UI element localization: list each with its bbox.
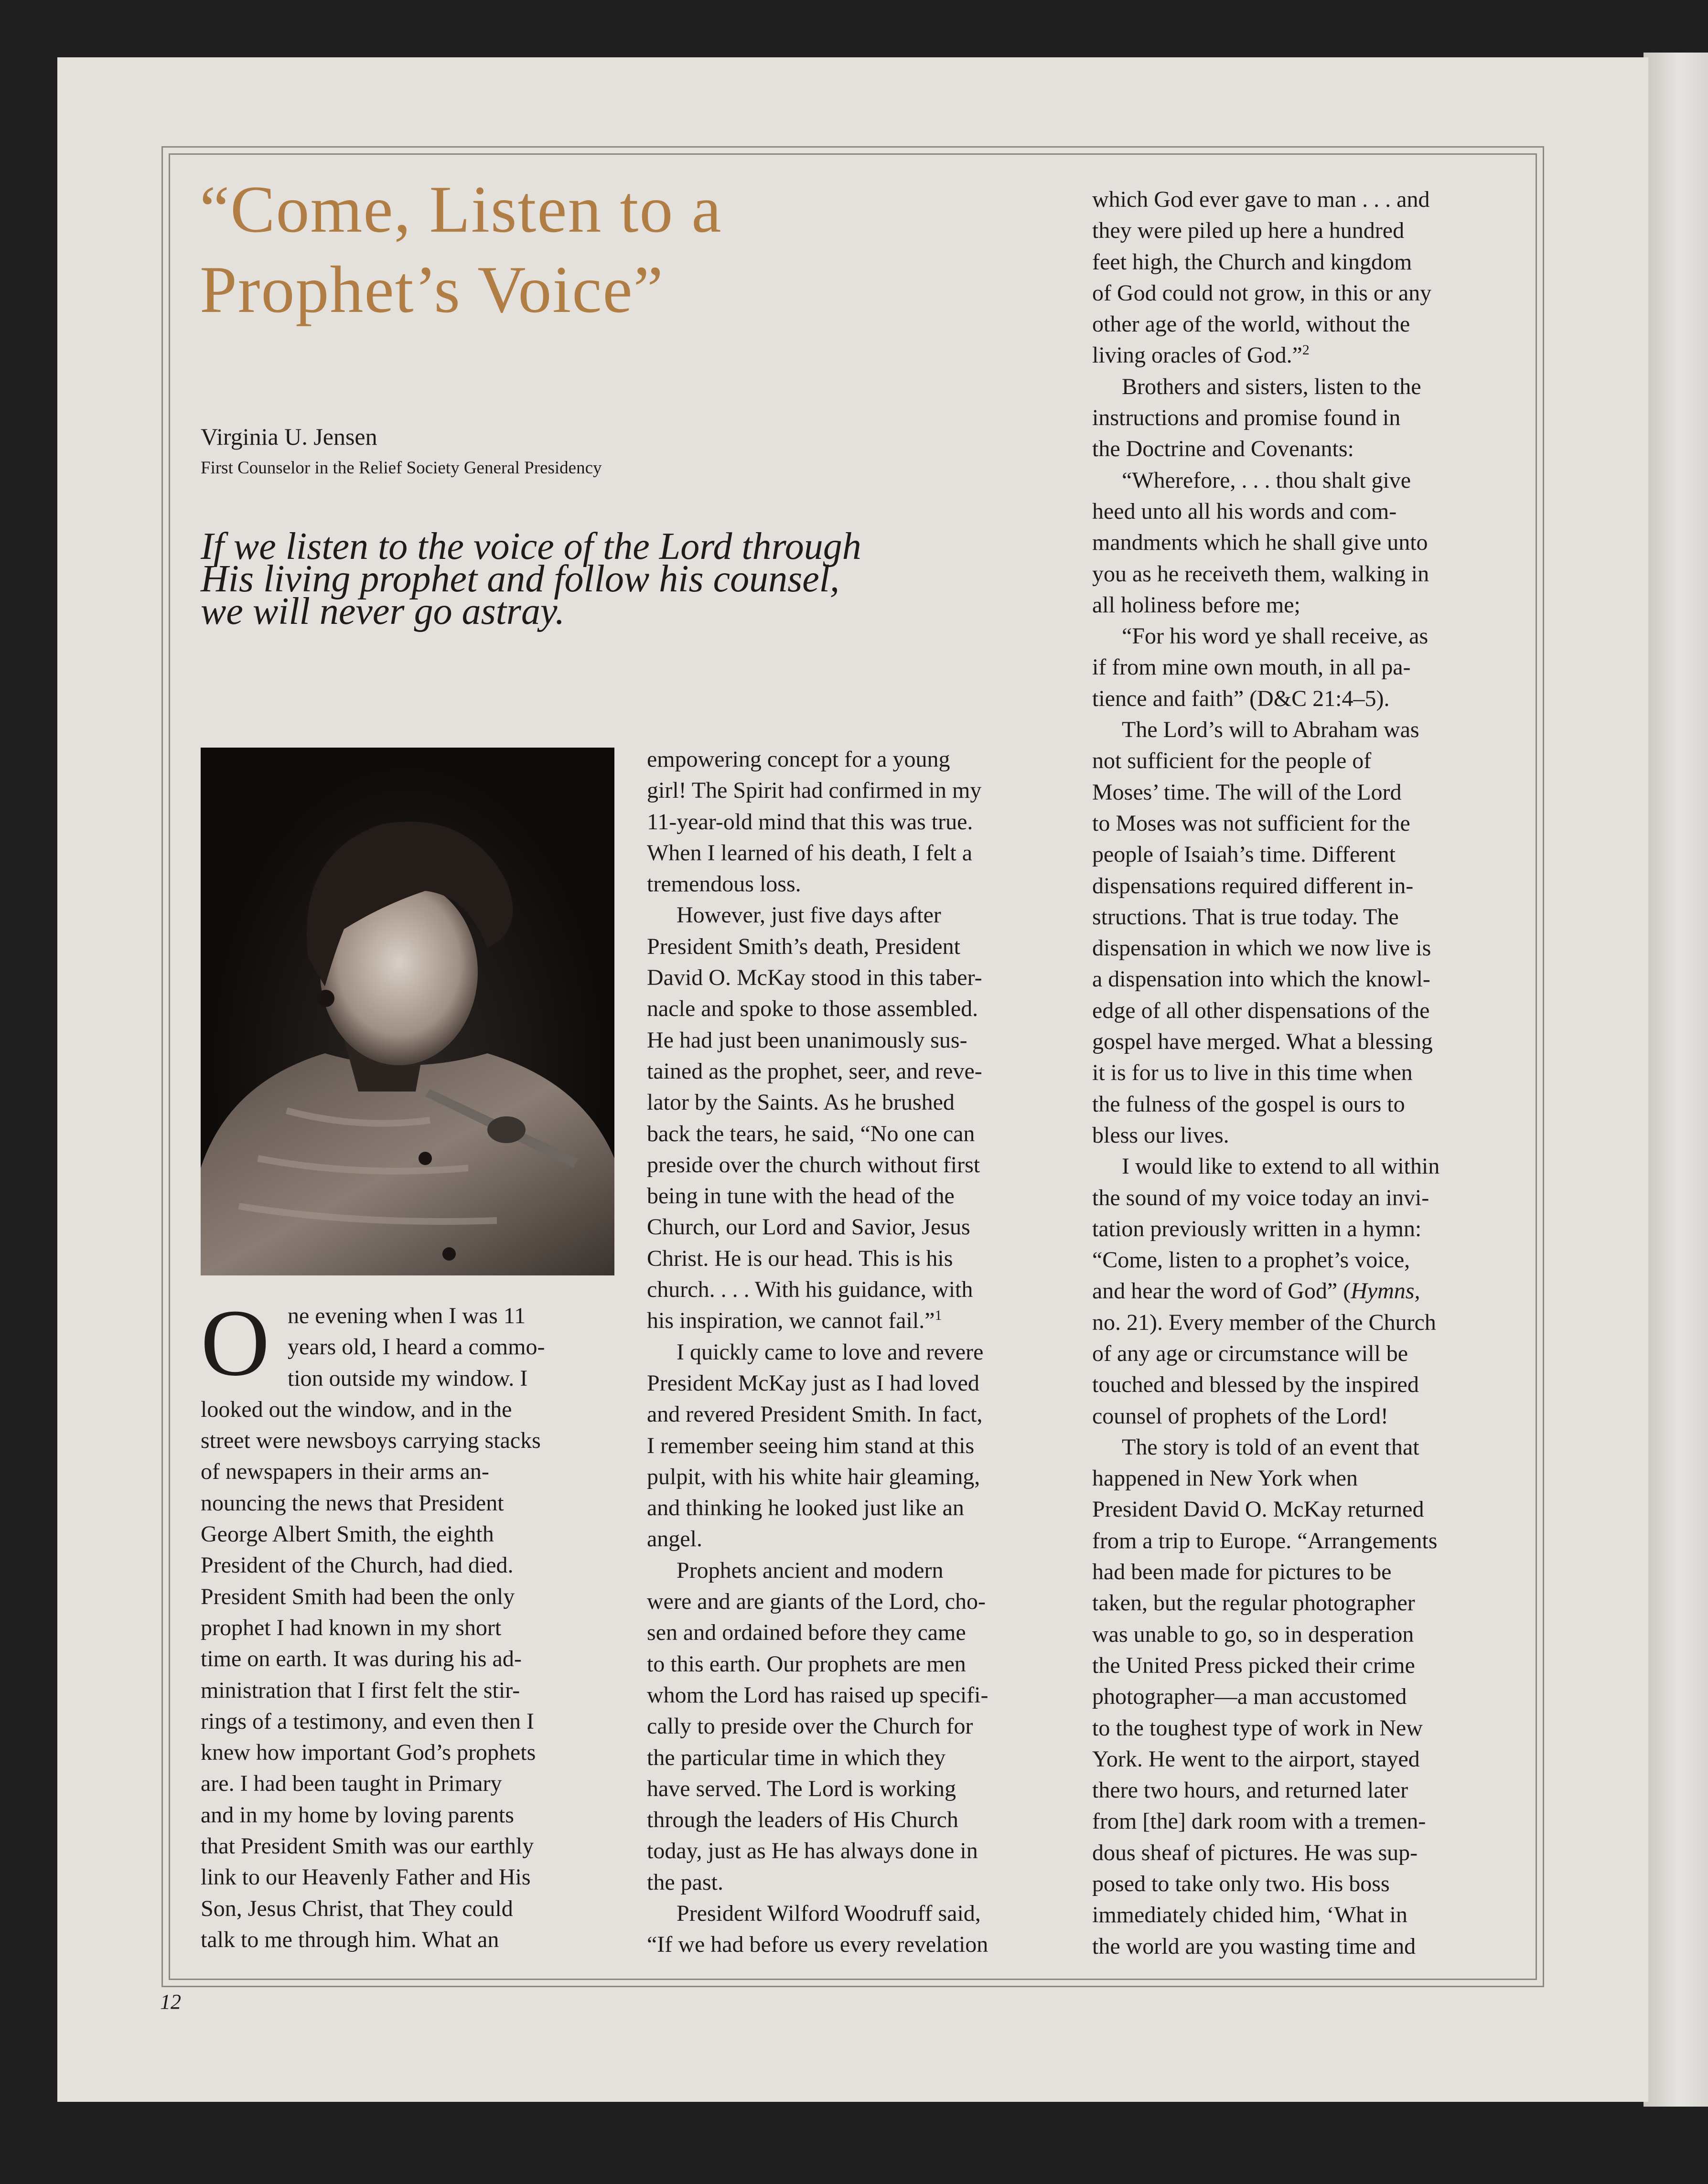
text-line: back the tears, he said, “No one can — [647, 1121, 975, 1146]
text-line: The Lord’s will to Abraham was — [1122, 717, 1419, 743]
text-line: President Wilford Woodruff said, — [677, 1900, 981, 1926]
text-line: the world are you wasting time and — [1092, 1933, 1416, 1959]
text-line: tation previously written in a hymn: — [1092, 1216, 1422, 1242]
text-line: feet high, the Church and kingdom — [1092, 249, 1412, 275]
text-line: the past. — [647, 1869, 723, 1895]
text-line: and in my home by loving parents — [201, 1802, 514, 1828]
text-line: all holiness before me; — [1092, 592, 1300, 618]
text-line: President of the Church, had died. — [201, 1552, 514, 1578]
text-line: mandments which he shall give unto — [1092, 530, 1428, 556]
text-line: touched and blessed by the inspired — [1092, 1372, 1419, 1398]
text-line: photographer—a man accustomed — [1092, 1684, 1407, 1710]
text-line: prophet I had known in my short — [201, 1615, 502, 1640]
text-line: gospel have merged. What a blessing — [1092, 1029, 1433, 1055]
text-line: The story is told of an event that — [1122, 1434, 1419, 1460]
text-line: nouncing the news that President — [201, 1490, 504, 1516]
text-line: have served. The Lord is working — [647, 1776, 956, 1801]
text-line: tience and faith” (D&C 21:4–5). — [1092, 685, 1390, 711]
text-line: to Moses was not sufficient for the — [1092, 810, 1410, 836]
text-line: David O. McKay stood in this taber- — [647, 965, 982, 991]
text-line: of newspapers in their arms an- — [201, 1459, 489, 1485]
text-line: time on earth. It was during his ad- — [201, 1646, 522, 1672]
text-line: He had just been unanimously sus- — [647, 1027, 967, 1053]
text-line: whom the Lord has raised up specifi- — [647, 1682, 988, 1708]
text-column-3 — [1092, 184, 1513, 1962]
subtitle-line-3: we will never go astray. — [201, 590, 565, 632]
hymns-citation: Hymns, — [1351, 1278, 1420, 1304]
text-line-content: and hear the word of God” ( — [1092, 1278, 1351, 1304]
text-line: President Smith had been the only — [201, 1584, 515, 1609]
text-line: ministration that I first felt the stir- — [201, 1677, 520, 1703]
text-line: tremendous loss. — [647, 871, 801, 897]
next-page-edge — [1644, 53, 1708, 2107]
text-line: Christ. He is our head. This is his — [647, 1245, 953, 1271]
text-line: girl! The Spirit had confirmed in my — [647, 778, 982, 803]
text-line: are. I had been taught in Primary — [201, 1771, 502, 1797]
text-line: were and are giants of the Lord, cho- — [647, 1589, 986, 1615]
text-line: instructions and promise found in — [1092, 405, 1401, 431]
text-line: from [the] dark room with a tremen- — [1092, 1809, 1426, 1834]
text-line: taken, but the regular photographer — [1092, 1590, 1415, 1616]
text-line: which God ever gave to man . . . and — [1092, 187, 1430, 212]
article-subtitle — [201, 525, 965, 632]
text-line: structions. That is true today. The — [1092, 904, 1399, 930]
text-line: being in tune with the head of the — [647, 1183, 955, 1209]
text-line: they were piled up here a hundred — [1092, 218, 1405, 244]
text-line — [1092, 340, 1513, 371]
text-line: rings of a testimony, and even then I — [201, 1708, 535, 1734]
text-line: edge of all other dispensations of the — [1092, 997, 1430, 1023]
article-title — [200, 170, 1012, 330]
text-line-content: living oracles of God.” — [1092, 343, 1302, 368]
text-line: it is for us to live in this time when — [1092, 1060, 1413, 1086]
text-line: posed to take only two. His boss — [1092, 1871, 1390, 1897]
text-line: dispensations required different in- — [1092, 873, 1414, 899]
text-line: ne evening when I was 11 — [288, 1303, 526, 1328]
text-line: there two hours, and returned later — [1092, 1777, 1408, 1803]
author-role: First Counselor in the Relief Society General Presidency — [201, 458, 602, 478]
text-line: link to our Heavenly Father and His — [201, 1864, 531, 1890]
text-line: the United Press picked their crime — [1092, 1652, 1415, 1678]
text-line: to the toughest type of work in New — [1092, 1715, 1423, 1741]
text-line: dispensation in which we now live is — [1092, 935, 1431, 961]
text-line-content: his inspiration, we cannot fail.” — [647, 1308, 935, 1334]
footnote-marker: 1 — [935, 1307, 942, 1324]
text-line: of God could not grow, in this or any — [1092, 280, 1432, 306]
text-column-2 — [647, 744, 1067, 1960]
text-line: knew how important God’s prophets — [201, 1740, 536, 1766]
text-line: However, just five days after — [677, 902, 941, 928]
text-line — [1092, 1275, 1513, 1306]
text-line: “If we had before us every revelation — [647, 1932, 988, 1958]
text-line: Brothers and sisters, listen to the — [1122, 374, 1421, 399]
text-line: President David O. McKay returned — [1092, 1497, 1424, 1522]
text-line: pulpit, with his white hair gleaming, — [647, 1464, 980, 1489]
text-line: the Doctrine and Covenants: — [1092, 436, 1354, 462]
footnote-marker: 2 — [1302, 342, 1310, 358]
text-line: tion outside my window. I — [288, 1365, 528, 1391]
text-line: Moses’ time. The will of the Lord — [1092, 779, 1402, 805]
text-line: years old, I heard a commo- — [288, 1334, 545, 1360]
text-line: immediately chided him, ‘What in — [1092, 1902, 1407, 1928]
text-line: George Albert Smith, the eighth — [201, 1521, 494, 1547]
text-line: President McKay just as I had loved — [647, 1370, 979, 1396]
text-line: to this earth. Our prophets are men — [647, 1651, 966, 1677]
text-line: from a trip to Europe. “Arrangements — [1092, 1528, 1438, 1553]
text-line: tained as the prophet, seer, and reve- — [647, 1058, 982, 1084]
text-line: cally to preside over the Church for — [647, 1713, 973, 1739]
text-line: I remember seeing him stand at this — [647, 1433, 975, 1458]
text-line: dous sheaf of pictures. He was sup- — [1092, 1840, 1418, 1865]
portrait-illustration — [201, 748, 614, 1275]
text-line: other age of the world, without the — [1092, 311, 1410, 337]
text-line: no. 21). Every member of the Church — [1092, 1309, 1436, 1335]
page-number: 12 — [160, 1990, 181, 2013]
text-line: the fulness of the gospel is ours to — [1092, 1091, 1405, 1117]
text-line: When I learned of his death, I felt a — [647, 840, 973, 866]
text-line: if from mine own mouth, in all pa- — [1092, 654, 1411, 680]
text-line: angel. — [647, 1526, 702, 1552]
text-line: through the leaders of His Church — [647, 1807, 958, 1833]
text-line: of any age or circumstance will be — [1092, 1340, 1408, 1366]
text-line: church. . . . With his guidance, with — [647, 1277, 973, 1303]
text-line: people of Isaiah’s time. Different — [1092, 842, 1396, 867]
text-line: York. He went to the airport, stayed — [1092, 1746, 1420, 1772]
text-line: and thinking he looked just like an — [647, 1495, 964, 1521]
text-line: Prophets ancient and modern — [677, 1557, 944, 1583]
title-line-2: Prophet’s Voice” — [200, 253, 664, 327]
text-line: talk to me through him. What an — [201, 1927, 499, 1952]
text-line — [647, 1305, 1067, 1336]
text-line: a dispensation into which the knowl- — [1092, 966, 1430, 992]
author-portrait-photo — [201, 748, 614, 1275]
text-line: lator by the Saints. As he brushed — [647, 1090, 955, 1115]
text-line: “For his word ye shall receive, as — [1122, 623, 1429, 649]
text-line: Son, Jesus Christ, that They could — [201, 1895, 513, 1921]
text-line: empowering concept for a young — [647, 747, 950, 772]
text-line: not sufficient for the people of — [1092, 748, 1372, 774]
text-line: had been made for pictures to be — [1092, 1559, 1392, 1585]
subtitle-line-2: His living prophet and follow his counsel, — [201, 558, 839, 600]
text-line: preside over the church without first — [647, 1152, 980, 1178]
text-line: nacle and spoke to those assembled. — [647, 996, 978, 1022]
text-line: the particular time in which they — [647, 1745, 946, 1770]
text-line: “Wherefore, . . . thou shalt give — [1122, 467, 1411, 493]
text-line: happened in New York when — [1092, 1466, 1358, 1491]
text-line: 11-year-old mind that this was true. — [647, 809, 973, 835]
text-line: today, just as He has always done in — [647, 1838, 978, 1864]
text-line: Church, our Lord and Savior, Jesus — [647, 1214, 970, 1240]
text-line: heed unto all his words and com- — [1092, 498, 1397, 524]
text-line: the sound of my voice today an invi- — [1092, 1185, 1429, 1210]
drop-cap: O — [201, 1290, 270, 1396]
text-column-1 — [201, 1290, 621, 1955]
text-line: President Smith’s death, President — [647, 933, 960, 959]
text-line: and revered President Smith. In fact, — [647, 1402, 983, 1427]
text-line: looked out the window, and in the — [201, 1396, 512, 1422]
subtitle-line-1: If we listen to the voice of the Lord through — [201, 525, 861, 567]
text-line: bless our lives. — [1092, 1122, 1229, 1148]
text-line: you as he receiveth them, walking in — [1092, 561, 1429, 587]
text-line: was unable to go, so in desperation — [1092, 1621, 1414, 1647]
text-line: I would like to extend to all within — [1122, 1154, 1440, 1179]
text-line: “Come, listen to a prophet’s voice, — [1092, 1247, 1410, 1273]
text-line: counsel of prophets of the Lord! — [1092, 1403, 1388, 1429]
author-name: Virginia U. Jensen — [201, 423, 377, 450]
text-line: that President Smith was our earthly — [201, 1833, 534, 1859]
text-line: sen and ordained before they came — [647, 1620, 966, 1646]
title-line-1: “Come, Listen to a — [200, 172, 722, 246]
text-line: street were newsboys carrying stacks — [201, 1428, 541, 1454]
text-line: I quickly came to love and revere — [677, 1339, 984, 1365]
